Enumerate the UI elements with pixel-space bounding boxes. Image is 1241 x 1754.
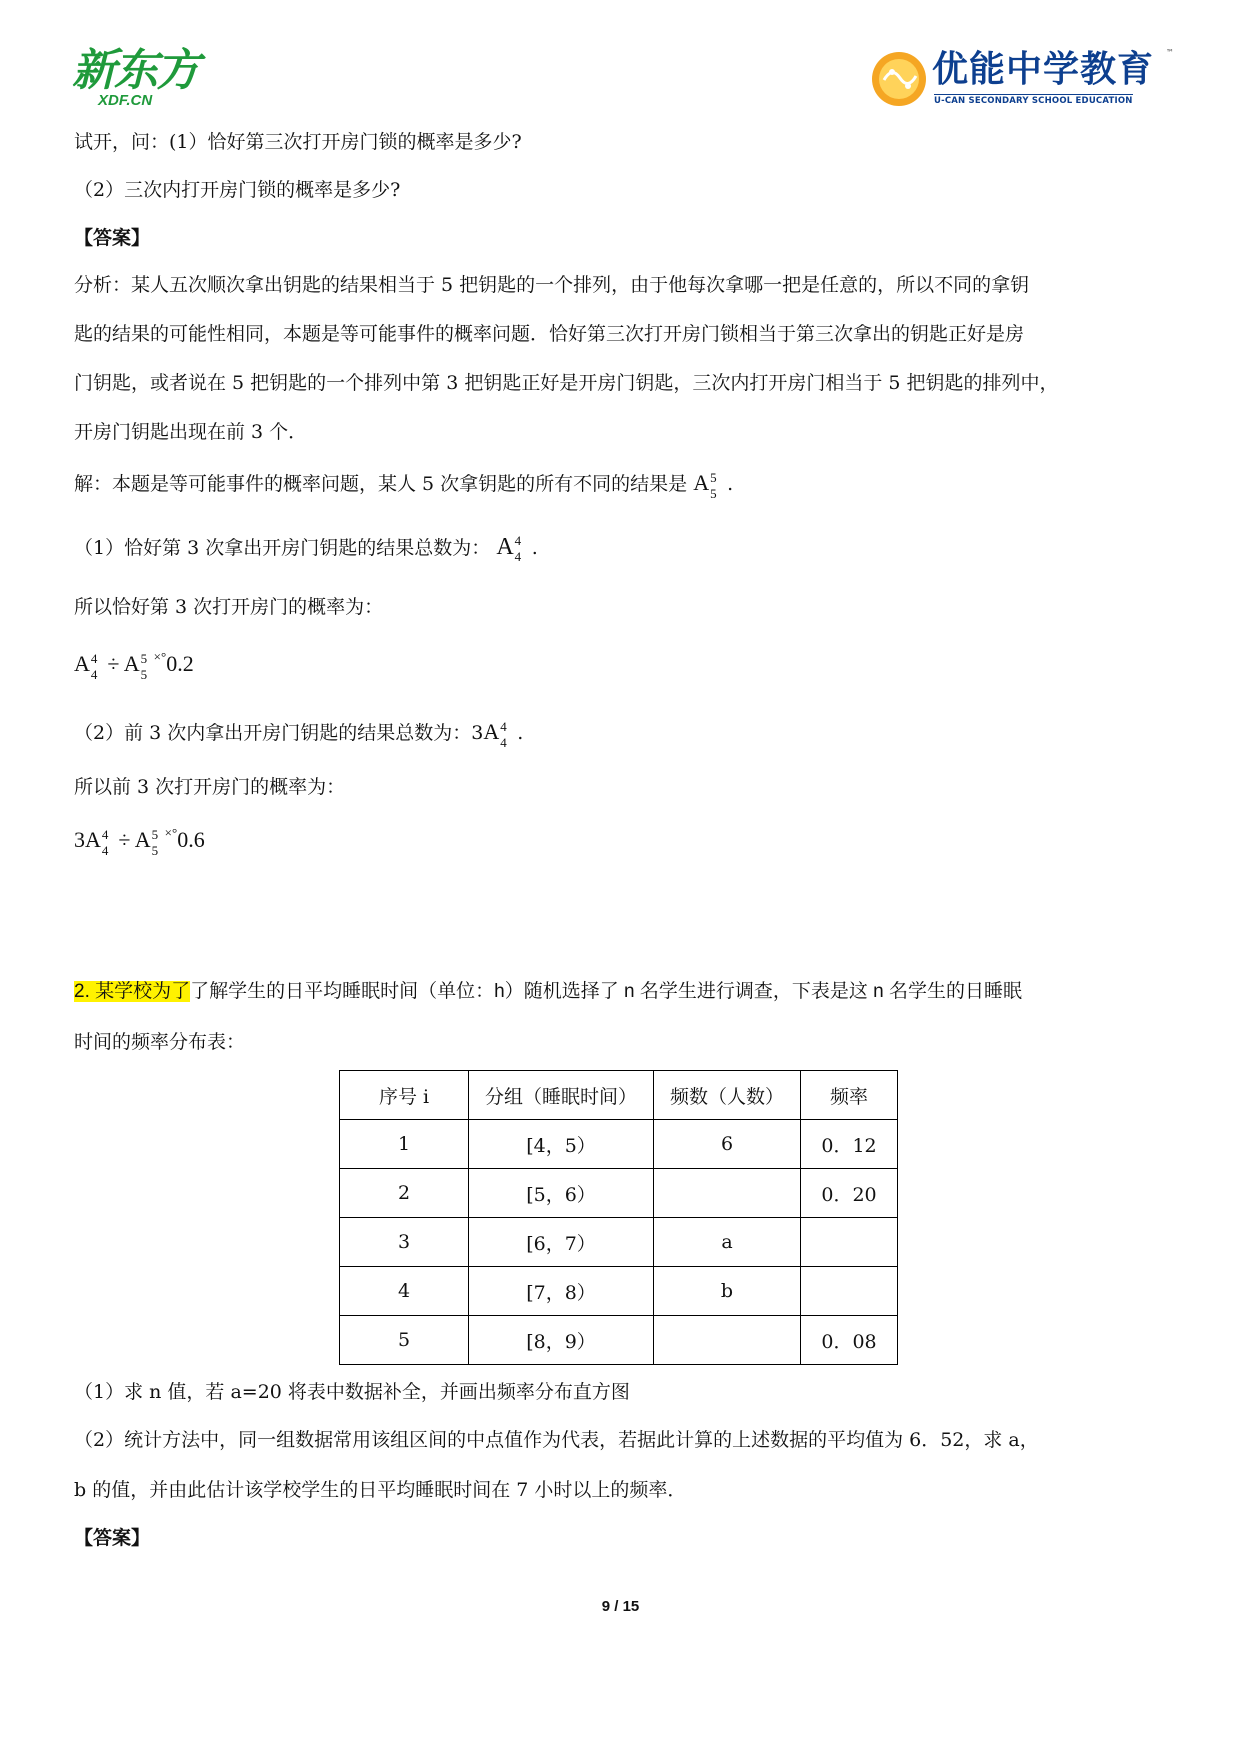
q2-part2-line2: b 的值，并由此估计该学校学生的日平均睡眠时间在 7 小时以上的频率． [74,1479,687,1501]
page-header [0,0,1241,130]
math-sup: 4 [101,826,109,842]
table-cell: 2 [340,1169,469,1218]
q2-line2: 时间的频率分布表： [74,1031,246,1053]
trademark-mark: ™ [1166,48,1174,57]
q1-solution-text: 解：本题是等可能事件的概率问题，某人 5 次拿钥匙的所有不同的结果是 [74,473,688,495]
q2-number-highlight [74,981,190,1002]
math-sub: 5 [151,842,159,858]
table-cell: a [654,1218,801,1267]
ucan-logo-en: U-CAN SECONDARY SCHOOL EDUCATION [934,96,1133,106]
table-cell: [7，8） [469,1267,654,1316]
q2-answer-label: 【答案】 [74,1527,151,1549]
table-cell: b [654,1267,801,1316]
math-sub: 4 [101,842,109,858]
table-cell: 0．08 [801,1316,898,1365]
table-cell [801,1267,898,1316]
table-cell: 5 [340,1316,469,1365]
math-a: A [85,827,101,852]
math-sub: 5 [140,666,148,682]
permutation-a55 [693,469,721,501]
math-sup: 5 [710,469,717,485]
table-cell: 6 [654,1120,801,1169]
table-cell: [8，9） [469,1316,654,1365]
table-header-cell: 频率 [801,1071,898,1120]
table-row [340,1267,898,1316]
approx-symbol: ×° [164,825,178,840]
math-a: A [496,534,514,560]
ucan-logo [870,44,1180,114]
math-sub: 4 [514,549,522,565]
math-a: A [123,651,140,676]
table-cell: [5，6） [469,1169,654,1218]
period: . [531,537,538,559]
table-header-cell: 频数（人数） [654,1071,801,1120]
math-indices [514,533,526,565]
result-value: 0.6 [177,827,205,852]
q1-sol1-formula [74,649,194,682]
table-cell: [4，5） [469,1120,654,1169]
math-sub: 4 [500,734,507,750]
math-sup: 4 [500,718,507,734]
q1-sol2-prob-text: 所以前 3 次打开房门的概率为： [74,776,346,798]
frequency-table [339,1070,898,1365]
approx-symbol: ×° [153,649,167,664]
math-sup: 4 [90,650,98,666]
q1-sol1-prob-text: 所以恰好第 3 次打开房门的概率为： [74,596,384,618]
q2-line1 [74,980,1022,1004]
coefficient: 3 [74,827,85,852]
period: . [727,473,734,495]
table-cell: [6，7） [469,1218,654,1267]
math-indices [151,826,163,858]
divide-sign: ÷ [107,651,120,676]
math-a: A [483,719,500,744]
q1-analysis-line: 门钥匙，或者说在 5 把钥匙的一个排列中第 3 把钥匙正好是开房门钥匙，三次内打开房门相当于 5 把钥匙的排列中， [74,372,1059,394]
permutation-a44 [496,533,525,565]
math-a: A [134,827,151,852]
q1-sol2-formula [74,825,205,858]
math-indices [499,718,511,750]
q2-part1: （1）求 n 值，若 a=20 将表中数据补全，并画出频率分布直方图 [74,1381,630,1403]
q1-solution-line [74,469,734,501]
math-indices [709,469,721,501]
ucan-emblem-icon [870,50,928,108]
math-indices [140,650,152,682]
q1-analysis-line: 分析：某人五次顺次拿出钥匙的结果相当于 5 把钥匙的一个排列，由于他每次拿哪一把是任意的，所以不同的拿钥 [74,274,1030,296]
q2-part2-line1: （2）统计方法中，同一组数据常用该组区间的中点值作为代表，若据此计算的上述数据的平均值为 6．52，求 a， [74,1429,1039,1451]
ucan-logo-cn: 优能中学教育 [932,49,1155,90]
table-cell: 4 [340,1267,469,1316]
table-row [340,1120,898,1169]
math-sup: 5 [151,826,159,842]
permutation-a44 [483,718,511,750]
period: . [517,722,524,744]
math-a: A [693,470,710,495]
xdf-logo-cn: 新东方 [72,45,198,96]
q1-sol2-line [74,718,524,750]
divide-sign: ÷ [118,827,131,852]
math-sup: 4 [514,533,522,549]
table-cell: 0．12 [801,1120,898,1169]
math-indices [101,826,113,858]
xdf-logo [72,45,222,110]
q2-highlight-text: 某学校为了 [95,981,191,1002]
table-header-row [340,1071,898,1120]
q2-number: 2. [74,981,90,1002]
table-cell: 1 [340,1120,469,1169]
table-cell [654,1169,801,1218]
page-number: 9 / 15 [601,1598,640,1615]
q1-sol1-text: （1）恰好第 3 次拿出开房门钥匙的结果总数为： [74,537,491,559]
math-a: A [74,651,90,676]
xdf-logo-en: XDF.CN [98,92,153,109]
table-header-cell: 分组（睡眠时间） [469,1071,654,1120]
q1-sol2-text: （2）前 3 次内拿出开房门钥匙的结果总数为：3 [74,722,484,744]
table-cell [801,1218,898,1267]
math-sup: 5 [140,650,148,666]
table-row [340,1218,898,1267]
q1-analysis-line: 匙的结果的可能性相同，本题是等可能事件的概率问题．恰好第三次打开房门锁相当于第三次拿出的钥匙正好是房 [74,323,1025,345]
q1-line2: （2）三次内打开房门锁的概率是多少? [74,179,401,201]
math-sub: 4 [90,666,98,682]
q1-analysis-line: 开房门钥匙出现在前 3 个． [74,421,308,443]
q1-sol1-line [74,533,538,565]
table-cell [654,1316,801,1365]
table-cell: 3 [340,1218,469,1267]
q2-line1-rest: 了解学生的日平均睡眠时间（单位：h）随机选择了 n 名学生进行调查，下表是这 n 名学生的日睡眠 [190,981,1022,1002]
result-value: 0.2 [166,651,194,676]
table-row [340,1316,898,1365]
math-indices [90,650,102,682]
table-row [340,1169,898,1218]
table-cell: 0．20 [801,1169,898,1218]
table-header-cell: 序号 i [340,1071,469,1120]
math-sub: 5 [710,485,717,501]
q1-line1: 试开，问：(1）恰好第三次打开房门锁的概率是多少? [74,131,522,153]
q1-answer-label: 【答案】 [74,227,151,249]
